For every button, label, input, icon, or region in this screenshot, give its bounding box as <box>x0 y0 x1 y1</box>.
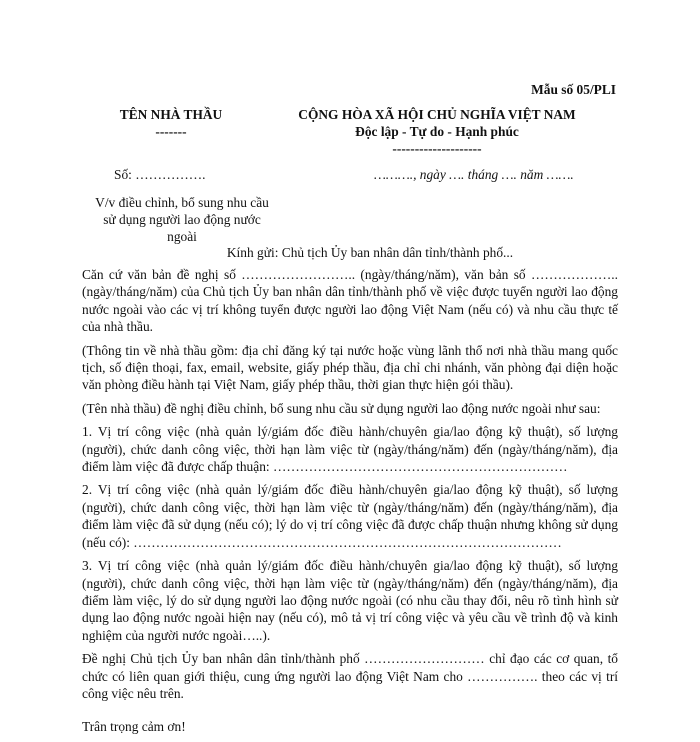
subject-line: V/v điều chỉnh, bổ sung nhu cầu <box>95 195 269 210</box>
body-paragraph: (Tên nhà thầu) đề nghị điều chỉnh, bổ sung nhu cầu sử dụng người lao động nước ngoài như sau: <box>82 400 601 416</box>
body-paragraph: 3. Vị trí công việc (nhà quản lý/giám đốc điều hành/chuyên gia/lao động kỹ thuật), số lượng (người), chức danh công việc, thời hạn làm việc từ (ngày/tháng/năm) đến (ngày/tháng/năm), địa điểm làm việc, lý do sử dụng người lao động nước ngoài (có nhu cầu thay đổi, nêu rõ tình hình sử dụng lao động nước ngoài hiện nay (nếu có), mô tả vị trí công việc và yêu cầu về trình độ và kinh nghiệm của người nước ngoài…..). <box>82 558 618 643</box>
national-header <box>272 106 602 157</box>
national-motto: Độc lập - Tự do - Hạnh phúc <box>355 124 519 139</box>
subject-line: sử dụng người lao động nước <box>103 212 261 227</box>
contractor-name: TÊN NHÀ THẦU <box>119 107 223 122</box>
form-code: Mẫu số 05/PLI <box>531 82 616 97</box>
contractor-header <box>96 106 246 140</box>
document-number: Số: ……………. <box>114 167 206 182</box>
salutation: Kính gửi: Chủ tịch Ủy ban nhân dân tỉnh/thành phố... <box>226 245 514 260</box>
body-paragraph: (Thông tin về nhà thầu gồm: địa chỉ đăng ký tại nước hoặc vùng lãnh thổ nơi nhà thầu mang quốc tịch, số điện thoại, fax, email, website, giấy phép thầu, địa chỉ chi nhánh, văn phòng đại diện hoặc văn phòng điều hành tại Việt Nam, giấy phép thầu, thời gian thực hiện gói thầu). <box>82 342 618 393</box>
country-name: CỘNG HÒA XÃ HỘI CHỦ NGHĨA VIỆT NAM <box>298 107 576 122</box>
body-paragraph: 1. Vị trí công việc (nhà quản lý/giám đốc điều hành/chuyên gia/lao động kỹ thuật), số lượng (người), chức danh công việc, thời hạn làm việc từ (ngày/tháng/năm) đến (ngày/tháng/năm), địa điểm làm việc đã được chấp thuận: ………………………………………………………… <box>82 424 618 475</box>
document-subject <box>82 194 282 245</box>
body-paragraph: 2. Vị trí công việc (nhà quản lý/giám đốc điều hành/chuyên gia/lao động kỹ thuật), số lượng (người), chức danh công việc, thời hạn làm việc từ (ngày/tháng/năm) đến (ngày/tháng/năm), địa điểm làm việc đã sử dụng (nếu có); lý do vị trí công việc đã được chấp thuận nhưng không sử dụng (nếu có): …………………………………………………………………………………… <box>82 482 618 550</box>
subject-line: ngoài <box>167 229 197 244</box>
closing-line: Trân trọng cảm ơn! <box>82 719 186 735</box>
contractor-rule: ------- <box>155 124 187 139</box>
document-date: ………., ngày …. tháng …. năm ……. <box>374 167 574 182</box>
motto-rule: -------------------- <box>392 141 482 156</box>
document-body <box>82 266 618 742</box>
body-paragraph: Đề nghị Chủ tịch Ủy ban nhân dân tỉnh/thành phố ……………………… chỉ đạo các cơ quan, tổ chức có liên quan giới thiệu, cung ứng người lao động Việt Nam cho ……………. theo các vị trí công việc nêu trên. <box>82 651 618 701</box>
body-paragraph: Căn cứ văn bản đề nghị số …………………….. (ngày/tháng/năm), văn bản số ……………….. (ngày/tháng/năm) của Chủ tịch Ủy ban nhân dân tỉnh/thành phố về việc được tuyển người lao động nước ngoài vào các vị trí không tuyển được người lao động Việt Nam (nếu có) và nhu cầu thực tế của nhà thầu. <box>82 267 618 335</box>
